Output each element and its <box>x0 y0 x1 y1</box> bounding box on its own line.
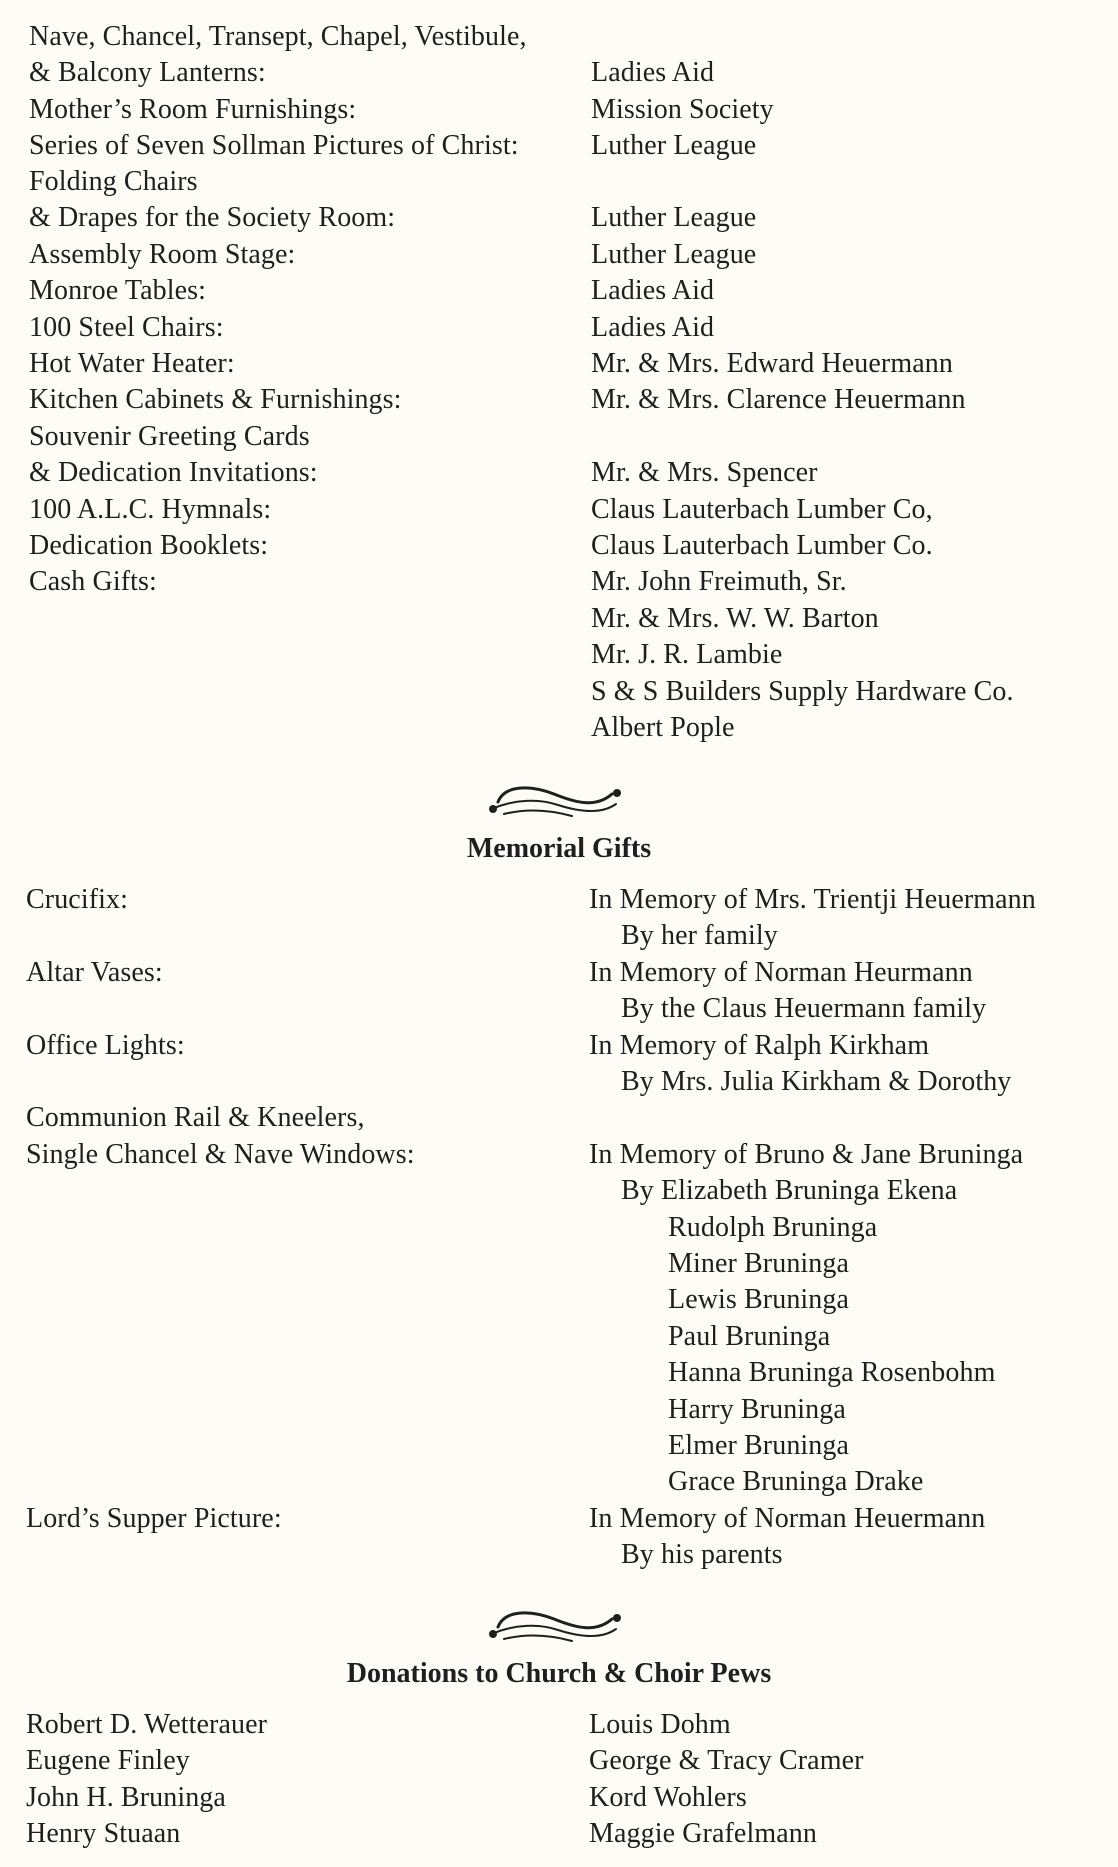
gift-item-label: Souvenir Greeting Cards <box>29 421 310 452</box>
gift-item-label: Series of Seven Sollman Pictures of Christ: <box>29 130 519 161</box>
memorial-donor: By Elizabeth Bruninga Ekena <box>621 1175 958 1206</box>
gift-donor: Mr. J. R. Lambie <box>591 639 783 670</box>
gift-donor: Luther League <box>591 130 757 161</box>
memorial-donor: Paul Bruninga <box>668 1321 831 1352</box>
gift-donor: Ladies Aid <box>591 57 715 88</box>
gift-item-label: Cash Gifts: <box>29 566 157 597</box>
gift-donor: Mr. John Freimuth, Sr. <box>591 566 847 597</box>
gift-donor: S & S Builders Supply Hardware Co. <box>591 676 1014 707</box>
donor-name: Kord Wohlers <box>589 1782 747 1813</box>
memorial-dedication: In Memory of Norman Heurmann <box>589 957 973 988</box>
gift-item-label: & Balcony Lanterns: <box>29 57 266 88</box>
memorial-donor: Rudolph Bruninga <box>668 1212 878 1243</box>
gift-donor: Mission Society <box>591 94 774 125</box>
memorial-donor: Harry Bruninga <box>668 1394 846 1425</box>
gift-item-label: Nave, Chancel, Transept, Chapel, Vestibule, <box>29 21 527 52</box>
memorial-item-label: Communion Rail & Kneelers, <box>26 1102 365 1133</box>
gift-item-label: & Dedication Invitations: <box>29 457 318 488</box>
gift-item-label: 100 A.L.C. Hymnals: <box>29 494 272 525</box>
memorial-donor: Miner Bruninga <box>668 1248 850 1279</box>
donor-name: Henry Stuaan <box>26 1818 181 1849</box>
gift-donor: Albert Pople <box>591 712 735 743</box>
memorial-item-label: Crucifix: <box>26 884 128 915</box>
memorial-dedication: In Memory of Ralph Kirkham <box>589 1030 930 1061</box>
donations-heading: Donations to Church & Choir Pews <box>346 1658 772 1689</box>
gift-donor: Mr. & Mrs. Edward Heuermann <box>591 348 953 379</box>
donor-name: Eugene Finley <box>26 1745 190 1776</box>
memorial-donor: Lewis Bruninga <box>668 1284 850 1315</box>
donor-name: Robert D. Wetterauer <box>26 1709 268 1740</box>
memorial-donor: By Mrs. Julia Kirkham & Dorothy <box>621 1066 1012 1097</box>
memorial-item-label: Altar Vases: <box>26 957 163 988</box>
memorial-item-label: Office Lights: <box>26 1030 185 1061</box>
gift-donor: Mr. & Mrs. Clarence Heuermann <box>591 384 966 415</box>
gift-donor: Luther League <box>591 202 757 233</box>
gift-donor: Mr. & Mrs. Spencer <box>591 457 818 488</box>
gift-donor: Claus Lauterbach Lumber Co, <box>591 494 933 525</box>
scroll-flourish-icon <box>484 778 628 822</box>
memorial-item-label: Lord’s Supper Picture: <box>26 1503 282 1534</box>
donor-name: Louis Dohm <box>589 1709 731 1740</box>
gift-item-label: & Drapes for the Society Room: <box>29 202 396 233</box>
gift-item-label: 100 Steel Chairs: <box>29 312 224 343</box>
memorial-donor: Elmer Bruninga <box>668 1430 850 1461</box>
donor-name: Maggie Grafelmann <box>589 1818 817 1849</box>
gift-item-label: Kitchen Cabinets & Furnishings: <box>29 384 402 415</box>
memorial-item-label: Single Chancel & Nave Windows: <box>26 1139 415 1170</box>
memorial-donor: By her family <box>621 920 778 951</box>
gift-donor: Ladies Aid <box>591 312 715 343</box>
memorial-dedication: In Memory of Bruno & Jane Bruninga <box>589 1139 1024 1170</box>
scroll-flourish-icon <box>484 1603 628 1647</box>
gift-donor: Claus Lauterbach Lumber Co. <box>591 530 933 561</box>
gift-donor: Luther League <box>591 239 757 270</box>
memorial-donor: Hanna Bruninga Rosenbohm <box>668 1357 996 1388</box>
memorial-donor: By his parents <box>621 1539 783 1570</box>
gift-donor: Ladies Aid <box>591 275 715 306</box>
gift-donor: Mr. & Mrs. W. W. Barton <box>591 603 879 634</box>
memorial-dedication: In Memory of Norman Heuermann <box>589 1503 986 1534</box>
memorial-gifts-heading: Memorial Gifts <box>466 833 652 864</box>
memorial-dedication: In Memory of Mrs. Trientji Heuermann <box>589 884 1036 915</box>
gift-item-label: Mother’s Room Furnishings: <box>29 94 357 125</box>
gift-item-label: Hot Water Heater: <box>29 348 235 379</box>
donor-name: George & Tracy Cramer <box>589 1745 864 1776</box>
gift-item-label: Monroe Tables: <box>29 275 207 306</box>
gift-item-label: Dedication Booklets: <box>29 530 269 561</box>
memorial-donor: Grace Bruninga Drake <box>668 1466 924 1497</box>
donor-name: John H. Bruninga <box>26 1782 226 1813</box>
memorial-donor: By the Claus Heuermann family <box>621 993 987 1024</box>
gift-item-label: Assembly Room Stage: <box>29 239 296 270</box>
gift-item-label: Folding Chairs <box>29 166 198 197</box>
